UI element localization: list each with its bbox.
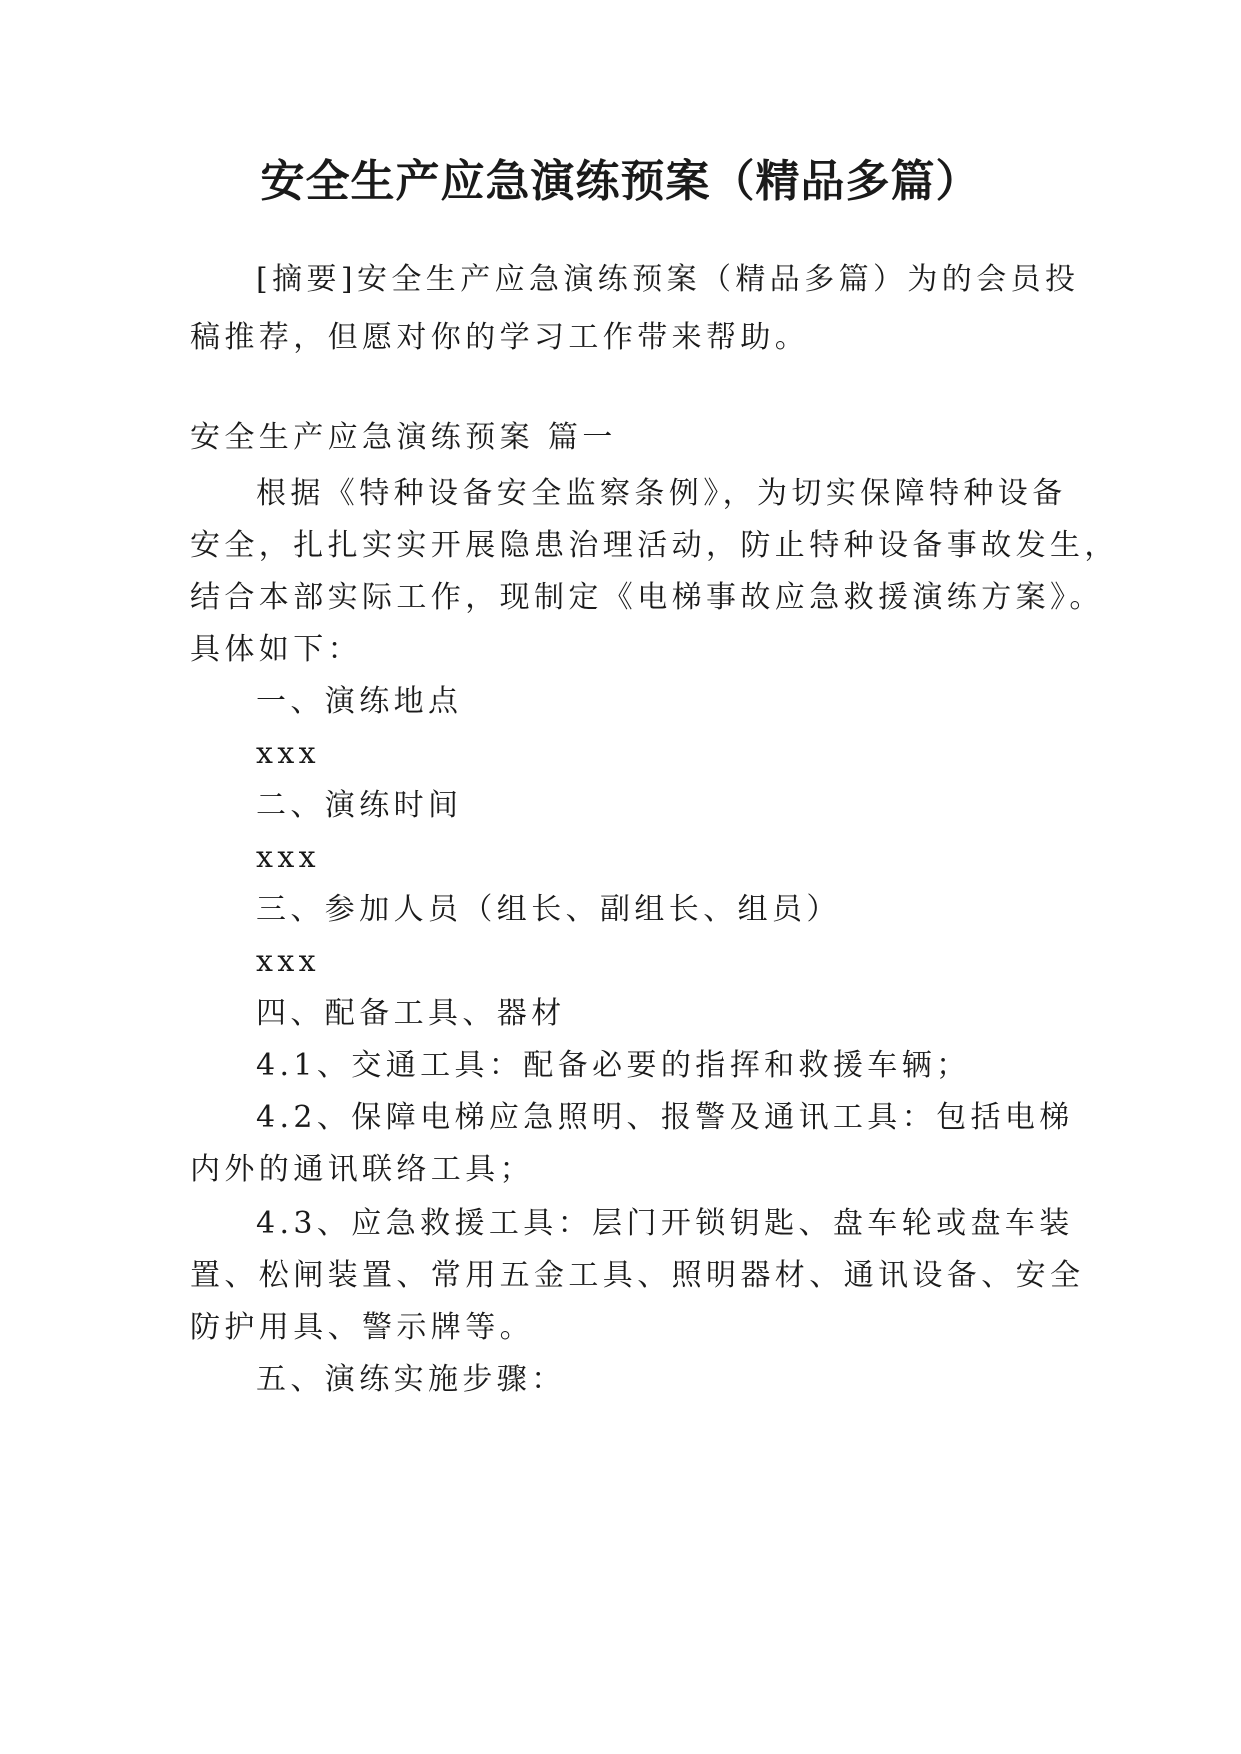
abstract-line-1: [摘要]安全生产应急演练预案（精品多篇）为的会员投 [256, 262, 1080, 297]
intro-line-2: 安全，扎扎实实开展隐患治理活动，防止特种设备事故发生， [190, 528, 1119, 563]
abstract-line-2: 稿推荐，但愿对你的学习工作带来帮助。 [190, 320, 810, 355]
tool-4-3-line-1: 4.3、应急救援工具：层门开锁钥匙、盘车轮或盘车装 [256, 1206, 1074, 1241]
time-value: xxx [256, 840, 320, 875]
tool-4-1: 4.1、交通工具：配备必要的指挥和救援车辆； [256, 1048, 971, 1083]
intro-line-1: 根据《特种设备安全监察条例》，为切实保障特种设备 [256, 476, 1067, 511]
tool-4-3-line-3: 防护用具、警示牌等。 [190, 1310, 534, 1345]
location-heading: 一、演练地点 [256, 684, 463, 719]
tools-heading: 四、配备工具、器材 [256, 996, 566, 1031]
location-value: xxx [256, 736, 320, 771]
intro-line-3: 结合本部实际工作，现制定《电梯事故应急救援演练方案》。 [190, 580, 1104, 615]
tool-4-2-line-1: 4.2、保障电梯应急照明、报警及通讯工具：包括电梯 [256, 1100, 1074, 1135]
section-heading: 安全生产应急演练预案 篇一 [190, 420, 617, 455]
time-heading: 二、演练时间 [256, 788, 463, 823]
intro-line-4: 具体如下： [190, 632, 362, 667]
document-title: 安全生产应急演练预案（精品多篇） [260, 156, 981, 207]
tool-4-2-line-2: 内外的通讯联络工具； [190, 1152, 534, 1187]
personnel-value: xxx [256, 944, 320, 979]
tool-4-3-line-2: 置、松闸装置、常用五金工具、照明器材、通讯设备、安全 [190, 1258, 1085, 1293]
steps-heading: 五、演练实施步骤： [256, 1362, 566, 1397]
personnel-heading: 三、参加人员（组长、副组长、组员） [256, 892, 841, 927]
